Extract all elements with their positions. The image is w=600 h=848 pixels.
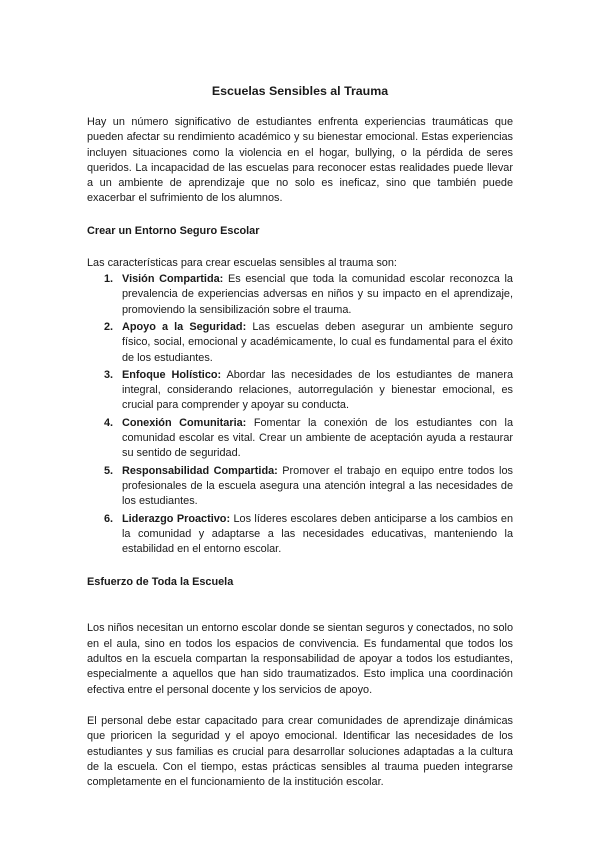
list-item-number: 5.: [104, 464, 114, 477]
features-list: [87, 272, 513, 557]
list-item-term: Visión Compartida:: [122, 273, 224, 286]
list-item: [104, 320, 513, 366]
list-item-number: 3.: [104, 368, 114, 381]
list-item-term: Apoyo a la Seguridad:: [122, 320, 247, 333]
section-heading-entorno-seguro: Crear un Entorno Seguro Escolar: [87, 224, 260, 237]
features-lead: Las características para crear escuelas sensibles al trauma son:: [87, 256, 397, 269]
body-paragraph: Los niños necesitan un entorno escolar donde se sientan seguros y conectados, no solo en el aula, sino en todos los espacios de convivencia. Es fundamental que todos los adultos en la escuela compartan la responsabilidad de apoyar a todos los estudiantes, especialmente a aquellos que han sido traumatizados. Esto implica una coordinación efectiva entre el personal docente y los servicios de apoyo.: [87, 622, 513, 696]
list-item: [104, 272, 513, 318]
list-item-number: 1.: [104, 273, 114, 286]
list-item: [104, 512, 513, 558]
list-item-term: Liderazgo Proactivo:: [122, 512, 231, 525]
intro-paragraph: Hay un número significativo de estudiantes enfrenta experiencias traumáticas que pueden afectar su rendimiento académico y su bienestar emocional. Estas experiencias incluyen situaciones como la violencia en el hogar, bullying, o la pérdida de seres queridos. La incapacidad de las escuelas para reconocer estas realidades puede llevar a un ambiente de aprendizaje que no solo es ineficaz, sino que también puede exacerbar el sufrimiento de los alumnos.: [87, 116, 513, 205]
list-item-term: Enfoque Holístico:: [122, 368, 222, 381]
list-item: [104, 416, 513, 462]
document-title: Escuelas Sensibles al Trauma: [211, 84, 389, 98]
list-item-text: Promover el trabajo en equipo entre todos los profesionales de la escuela asegura una atención integral a las necesidades de los estudiantes.: [122, 464, 513, 508]
list-item-text: Fomentar la conexión de los estudiantes con la comunidad escolar es vital. Crear un ambiente de aceptación ayuda a restaurar su sentido de seguridad.: [122, 416, 513, 460]
list-item-text: Los líderes escolares deben anticiparse a los cambios en la comunidad y adaptarse a las necesidades educativas, manteniendo la estabilidad en el entorno escolar.: [122, 512, 513, 556]
list-item-number: 6.: [104, 512, 114, 525]
list-item-number: 4.: [104, 416, 114, 429]
list-item: [104, 464, 513, 510]
list-item-text: Es esencial que toda la comunidad escolar reconozca la prevalencia de experiencias adversas en niños y su impacto en el aprendizaje, promoviendo la sensibilización sobre el trauma.: [122, 273, 513, 316]
list-item-number: 2.: [104, 320, 114, 333]
list-item-term: Conexión Comunitaria:: [122, 416, 247, 429]
section-heading-toda-la-escuela: Esfuerzo de Toda la Escuela: [87, 576, 234, 589]
body-paragraph: El personal debe estar capacitado para crear comunidades de aprendizaje dinámicas que prioricen la seguridad y el apoyo emocional. Identificar las necesidades de los estudiantes y sus familias es crucial para desarrollar soluciones adaptadas a la cultura de la escuela. Con el tiempo, estas prácticas sensibles al trauma pueden integrarse completamente en el funcionamiento de la institución escolar.: [87, 714, 513, 789]
list-item-text: Las escuelas deben asegurar un ambiente seguro físico, social, emocional y académicamente, lo cual es fundamental para el éxito de los estudiantes.: [122, 320, 513, 364]
list-item-term: Responsabilidad Compartida:: [122, 464, 278, 477]
list-item-text: Abordar las necesidades de los estudiantes de manera integral, considerando relaciones, autorregulación y bienestar emocional, es crucial para comprender y apoyar su conducta.: [122, 368, 513, 412]
list-item: [104, 368, 513, 414]
